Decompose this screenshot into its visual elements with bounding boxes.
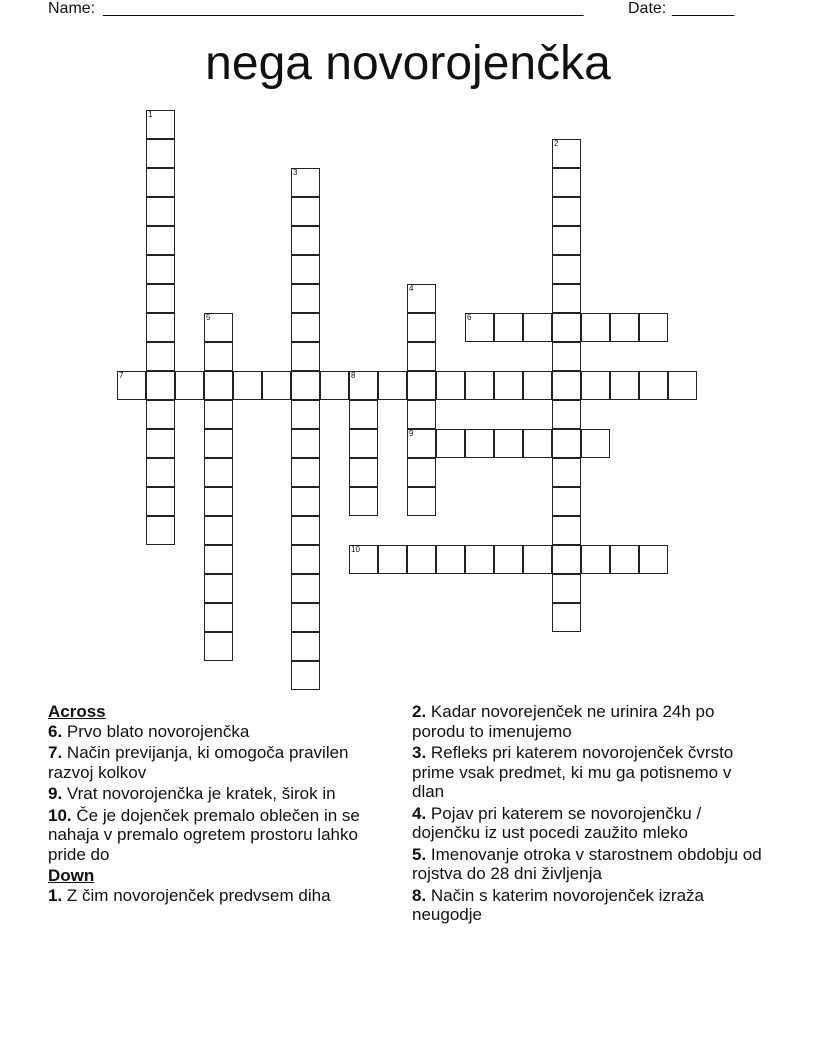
grid-cell[interactable] xyxy=(436,545,465,574)
clue-text: Vrat novorojenčka je kratek, širok in xyxy=(66,784,336,803)
grid-cell[interactable] xyxy=(349,487,378,516)
grid-cell[interactable] xyxy=(407,487,436,516)
grid-cell[interactable] xyxy=(291,429,320,458)
grid-cell[interactable] xyxy=(204,574,233,603)
grid-cell[interactable] xyxy=(146,458,175,487)
clue-across-7 xyxy=(48,743,388,782)
cell-number: 8 xyxy=(351,371,356,380)
grid-cell[interactable] xyxy=(552,516,581,545)
grid-cell[interactable] xyxy=(494,429,523,458)
grid-cell[interactable] xyxy=(204,603,233,632)
clue-number: 3. xyxy=(412,743,427,762)
grid-cell[interactable] xyxy=(552,458,581,487)
clue-down-5 xyxy=(412,845,762,884)
clues-left-column xyxy=(48,702,388,907)
grid-cell[interactable] xyxy=(146,197,175,226)
grid-cell[interactable] xyxy=(581,371,610,400)
grid-cell[interactable] xyxy=(378,545,407,574)
grid-cell[interactable] xyxy=(552,429,581,458)
grid-cell[interactable] xyxy=(291,255,320,284)
grid-cell[interactable] xyxy=(262,371,291,400)
grid-cell[interactable] xyxy=(552,400,581,429)
grid-cell[interactable] xyxy=(407,313,436,342)
clue-across-6 xyxy=(48,722,388,742)
grid-cell[interactable] xyxy=(349,429,378,458)
grid-cell[interactable] xyxy=(639,545,668,574)
grid-cell[interactable] xyxy=(291,661,320,690)
cell-number: 1 xyxy=(148,110,153,119)
grid-cell[interactable] xyxy=(523,545,552,574)
grid-cell[interactable] xyxy=(610,545,639,574)
grid-cell[interactable] xyxy=(552,139,581,168)
grid-cell[interactable] xyxy=(407,429,436,458)
page-title: nega novorojenčka xyxy=(205,37,611,90)
grid-cell[interactable] xyxy=(146,516,175,545)
grid-cell[interactable] xyxy=(465,545,494,574)
grid-cell[interactable] xyxy=(378,371,407,400)
clue-number: 2. xyxy=(412,702,427,721)
grid-cell[interactable] xyxy=(436,429,465,458)
grid-cell[interactable] xyxy=(407,371,436,400)
clue-number: 8. xyxy=(412,885,427,905)
name-label: Name: xyxy=(48,0,96,17)
clue-down-1 xyxy=(48,886,388,906)
grid-cell[interactable] xyxy=(291,632,320,661)
cell-number: 4 xyxy=(409,284,414,293)
grid-cell[interactable] xyxy=(204,400,233,429)
clue-number: 7. xyxy=(48,743,63,762)
grid-cell[interactable] xyxy=(146,313,175,342)
grid-cell[interactable] xyxy=(291,197,320,226)
grid-cell[interactable] xyxy=(291,400,320,429)
grid-cell[interactable] xyxy=(146,429,175,458)
clue-across-10 xyxy=(48,806,388,865)
grid-cell[interactable] xyxy=(146,400,175,429)
clues-right-column xyxy=(412,702,762,927)
clue-across-9 xyxy=(48,784,388,804)
across-heading: Across xyxy=(48,702,106,721)
clue-number: 5. xyxy=(412,844,427,864)
grid-cell[interactable] xyxy=(204,313,233,342)
clue-down-4 xyxy=(412,804,762,843)
clue-text: Če je dojenček premalo oblečen in se nahaja v premalo ogretem prostoru lahko pride do xyxy=(48,805,360,864)
grid-cell[interactable] xyxy=(552,197,581,226)
grid-cell[interactable] xyxy=(146,255,175,284)
grid-cell[interactable] xyxy=(146,226,175,255)
grid-cell[interactable] xyxy=(204,516,233,545)
grid-cell[interactable] xyxy=(407,284,436,313)
grid-cell[interactable] xyxy=(465,429,494,458)
grid-cell[interactable] xyxy=(233,371,262,400)
clue-number: 10. xyxy=(48,805,72,825)
cell-number: 6 xyxy=(467,313,472,322)
grid-cell[interactable] xyxy=(204,632,233,661)
grid-cell[interactable] xyxy=(407,400,436,429)
grid-cell[interactable] xyxy=(581,429,610,458)
grid-cell[interactable] xyxy=(552,574,581,603)
grid-cell[interactable] xyxy=(494,371,523,400)
grid-cell[interactable] xyxy=(204,545,233,574)
cell-number: 2 xyxy=(554,139,559,148)
grid-cell[interactable] xyxy=(552,313,581,342)
grid-cell[interactable] xyxy=(291,487,320,516)
grid-cell[interactable] xyxy=(291,313,320,342)
grid-cell[interactable] xyxy=(175,371,204,400)
clue-text: Imenovanje otroka v starostnem obdobju od rojstva do 28 dni življenja xyxy=(412,844,762,883)
clue-text: Način s katerim novorojenček izraža neugodje xyxy=(412,885,704,924)
grid-cell[interactable] xyxy=(523,313,552,342)
grid-cell[interactable] xyxy=(291,226,320,255)
clue-number: 1. xyxy=(48,885,63,905)
grid-cell[interactable] xyxy=(639,371,668,400)
grid-cell[interactable] xyxy=(291,516,320,545)
grid-cell[interactable] xyxy=(291,284,320,313)
grid-cell[interactable] xyxy=(291,603,320,632)
grid-cell[interactable] xyxy=(349,371,378,400)
grid-cell[interactable] xyxy=(465,313,494,342)
grid-cell[interactable] xyxy=(552,168,581,197)
grid-cell[interactable] xyxy=(552,226,581,255)
grid-cell[interactable] xyxy=(407,342,436,371)
grid-cell[interactable] xyxy=(552,284,581,313)
grid-cell[interactable] xyxy=(552,603,581,632)
grid-cell[interactable] xyxy=(146,168,175,197)
grid-cell[interactable] xyxy=(146,110,175,139)
clue-text: Z čim novorojenček predvsem diha xyxy=(66,885,331,905)
grid-cell[interactable] xyxy=(552,487,581,516)
grid-cell[interactable] xyxy=(639,313,668,342)
grid-cell[interactable] xyxy=(146,487,175,516)
date-label: Date: xyxy=(628,0,667,17)
grid-cell[interactable] xyxy=(552,255,581,284)
clue-down-2 xyxy=(412,702,762,741)
clue-number: 4. xyxy=(412,803,427,823)
grid-cell[interactable] xyxy=(291,168,320,197)
grid-cell[interactable] xyxy=(349,400,378,429)
grid-cell[interactable] xyxy=(552,342,581,371)
grid-cell[interactable] xyxy=(146,139,175,168)
cell-number: 3 xyxy=(293,168,298,177)
cell-number: 9 xyxy=(409,429,414,438)
clue-text: Kadar novorejenček ne urinira 24h po porodu to imenujemo xyxy=(412,702,715,741)
clue-text: Prvo blato novorojenčka xyxy=(66,721,250,741)
cell-number: 7 xyxy=(119,371,124,380)
name-blank[interactable]: ______________________________________________________ xyxy=(103,0,584,17)
clue-number: 6. xyxy=(48,721,63,741)
grid-cell[interactable] xyxy=(465,371,494,400)
grid-cell[interactable] xyxy=(146,342,175,371)
grid-cell[interactable] xyxy=(204,342,233,371)
grid-cell[interactable] xyxy=(581,313,610,342)
grid-cell[interactable] xyxy=(494,545,523,574)
grid-cell[interactable] xyxy=(291,342,320,371)
clue-text: Refleks pri katerem novorojenček čvrsto prime vsak predmet, ki mu ga potisnemo v dlan xyxy=(412,743,734,801)
grid-cell[interactable] xyxy=(146,284,175,313)
grid-cell[interactable] xyxy=(668,371,697,400)
grid-cell[interactable] xyxy=(291,545,320,574)
grid-cell[interactable] xyxy=(523,371,552,400)
cell-number: 10 xyxy=(351,545,360,554)
clue-text: Način previjanja, ki omogoča pravilen razvoj kolkov xyxy=(48,743,349,782)
grid-cell[interactable] xyxy=(349,545,378,574)
grid-cell[interactable] xyxy=(494,313,523,342)
grid-cell[interactable] xyxy=(291,458,320,487)
grid-cell[interactable] xyxy=(610,371,639,400)
clue-down-3 xyxy=(412,743,762,802)
grid-cell[interactable] xyxy=(146,371,175,400)
grid-cell[interactable] xyxy=(610,313,639,342)
grid-cell[interactable] xyxy=(552,371,581,400)
grid-cell[interactable] xyxy=(407,545,436,574)
grid-cell[interactable] xyxy=(204,487,233,516)
grid-cell[interactable] xyxy=(117,371,146,400)
grid-cell[interactable] xyxy=(291,371,320,400)
clue-text: Pojav pri katerem se novorojenčku / dojenčku iz ust pocedi zaužito mleko xyxy=(412,803,702,842)
grid-cell[interactable] xyxy=(349,458,378,487)
grid-cell[interactable] xyxy=(436,371,465,400)
date-blank[interactable]: _______ xyxy=(672,0,735,17)
clue-down-8 xyxy=(412,886,762,925)
grid-cell[interactable] xyxy=(204,429,233,458)
grid-cell[interactable] xyxy=(320,371,349,400)
grid-cell[interactable] xyxy=(204,458,233,487)
grid-cell[interactable] xyxy=(291,574,320,603)
grid-cell[interactable] xyxy=(407,458,436,487)
grid-cell[interactable] xyxy=(204,371,233,400)
cell-number: 5 xyxy=(206,313,211,322)
down-heading: Down xyxy=(48,866,95,885)
clue-number: 9. xyxy=(48,784,63,803)
grid-cell[interactable] xyxy=(552,545,581,574)
grid-cell[interactable] xyxy=(523,429,552,458)
grid-cell[interactable] xyxy=(581,545,610,574)
